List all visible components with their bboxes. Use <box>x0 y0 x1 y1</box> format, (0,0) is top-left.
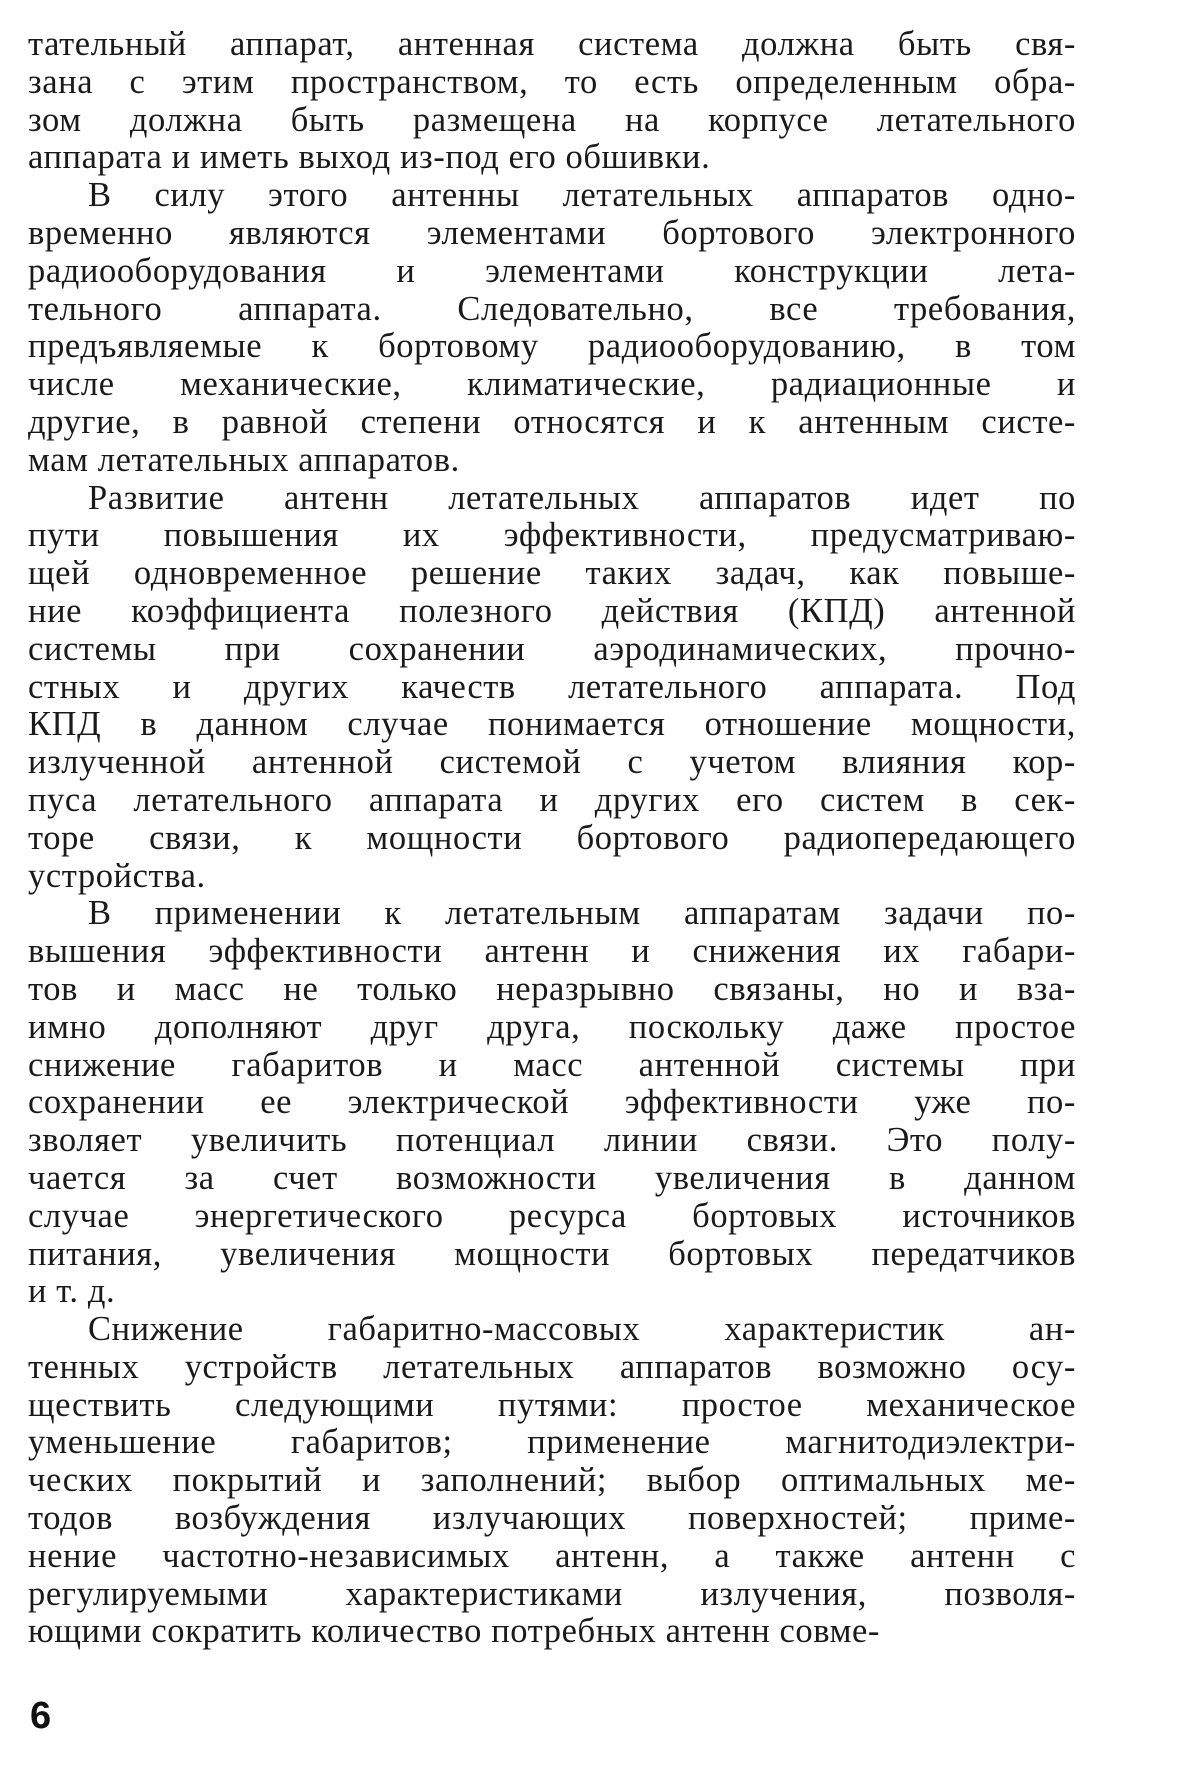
text-line: ющими сократить количество потребных антенн совме- <box>28 1612 881 1651</box>
text-line: В силу этого антенны летательных аппаратов одно- <box>88 176 1076 215</box>
text-line: тельного аппарата. Следовательно, все требования, <box>28 289 1076 328</box>
page-number: 6 <box>30 1695 52 1737</box>
text-line: тательный аппарат, антенная система должна быть свя- <box>28 25 1076 63</box>
paragraph <box>28 1311 1076 1651</box>
text-line: торе связи, к мощности бортового радиопередающего <box>28 818 1076 857</box>
body-text <box>28 26 1076 1651</box>
text-line: снижение габаритов и масс антенной системы при <box>28 1045 1076 1084</box>
paragraph <box>28 480 1076 896</box>
text-line: пути повышения их эффективности, предусматриваю- <box>28 516 1076 555</box>
text-line: зволяет увеличить потенциал линии связи. Это полу- <box>28 1121 1076 1160</box>
text-line: зом должна быть размещена на корпусе летательного <box>28 100 1076 139</box>
text-line: мам летательных аппаратов. <box>28 440 460 479</box>
text-line: ние коэффициента полезного действия (КПД) антенной <box>28 591 1076 630</box>
text-line: случае энергетического ресурса бортовых источников <box>28 1196 1076 1235</box>
text-line: Снижение габаритно-массовых характеристик ан- <box>88 1310 1076 1349</box>
paragraph <box>28 26 1076 177</box>
text-line: излученной антенной системой с учетом влияния кор- <box>28 743 1076 782</box>
paragraph <box>28 895 1076 1311</box>
text-line: питания, увеличения мощности бортовых передатчиков <box>28 1234 1076 1273</box>
text-line: тенных устройств летательных аппаратов возможно осу- <box>28 1347 1076 1386</box>
text-line: Развитие антенн летательных аппаратов идет по <box>88 478 1076 517</box>
text-line: В применении к летательным аппаратам задачи по- <box>88 894 1076 933</box>
text-line: другие, в равной степени относятся и к антенным систе- <box>28 402 1076 441</box>
paragraph <box>28 177 1076 479</box>
text-line: чается за счет возможности увеличения в данном <box>28 1158 1076 1197</box>
text-line: и т. д. <box>28 1272 116 1311</box>
text-line: пуса летательного аппарата и других его систем в сек- <box>28 780 1076 819</box>
text-line: устройства. <box>28 856 206 895</box>
text-line: щей одновременное решение таких задач, как повыше- <box>28 554 1076 593</box>
text-line: временно являются элементами бортового электронного <box>28 213 1076 252</box>
text-line: ческих покрытий и заполнений; выбор оптимальных ме- <box>28 1461 1076 1500</box>
text-line: зана с этим пространством, то есть определенным обра- <box>28 62 1076 101</box>
text-line: тов и масс не только неразрывно связаны, но и вза- <box>28 969 1076 1008</box>
text-line: системы при сохранении аэродинамических, прочно- <box>28 629 1076 668</box>
text-line: уменьшение габаритов; применение магнитодиэлектри- <box>28 1423 1076 1462</box>
text-line: предъявляемые к бортовому радиооборудованию, в том <box>28 327 1076 366</box>
text-line: аппарата и иметь выход из-под его обшивки. <box>28 138 711 177</box>
text-line: вышения эффективности антенн и снижения их габари- <box>28 932 1076 971</box>
text-line: радиооборудования и элементами конструкции лета- <box>28 251 1076 290</box>
text-line: сохранении ее электрической эффективности уже по- <box>28 1083 1076 1122</box>
text-line: КПД в данном случае понимается отношение мощности, <box>28 705 1076 744</box>
text-line: нение частотно-независимых антенн, а также антенн с <box>28 1536 1076 1575</box>
text-line: тодов возбуждения излучающих поверхностей; приме- <box>28 1499 1076 1538</box>
text-line: регулируемыми характеристиками излучения, позволя- <box>28 1574 1076 1613</box>
text-line: числе механические, климатические, радиационные и <box>28 365 1076 404</box>
text-line: стных и других качеств летательного аппарата. Под <box>28 667 1076 706</box>
text-line: ществить следующими путями: простое механическое <box>28 1385 1076 1424</box>
text-line: имно дополняют друг друга, поскольку даже простое <box>28 1007 1076 1046</box>
